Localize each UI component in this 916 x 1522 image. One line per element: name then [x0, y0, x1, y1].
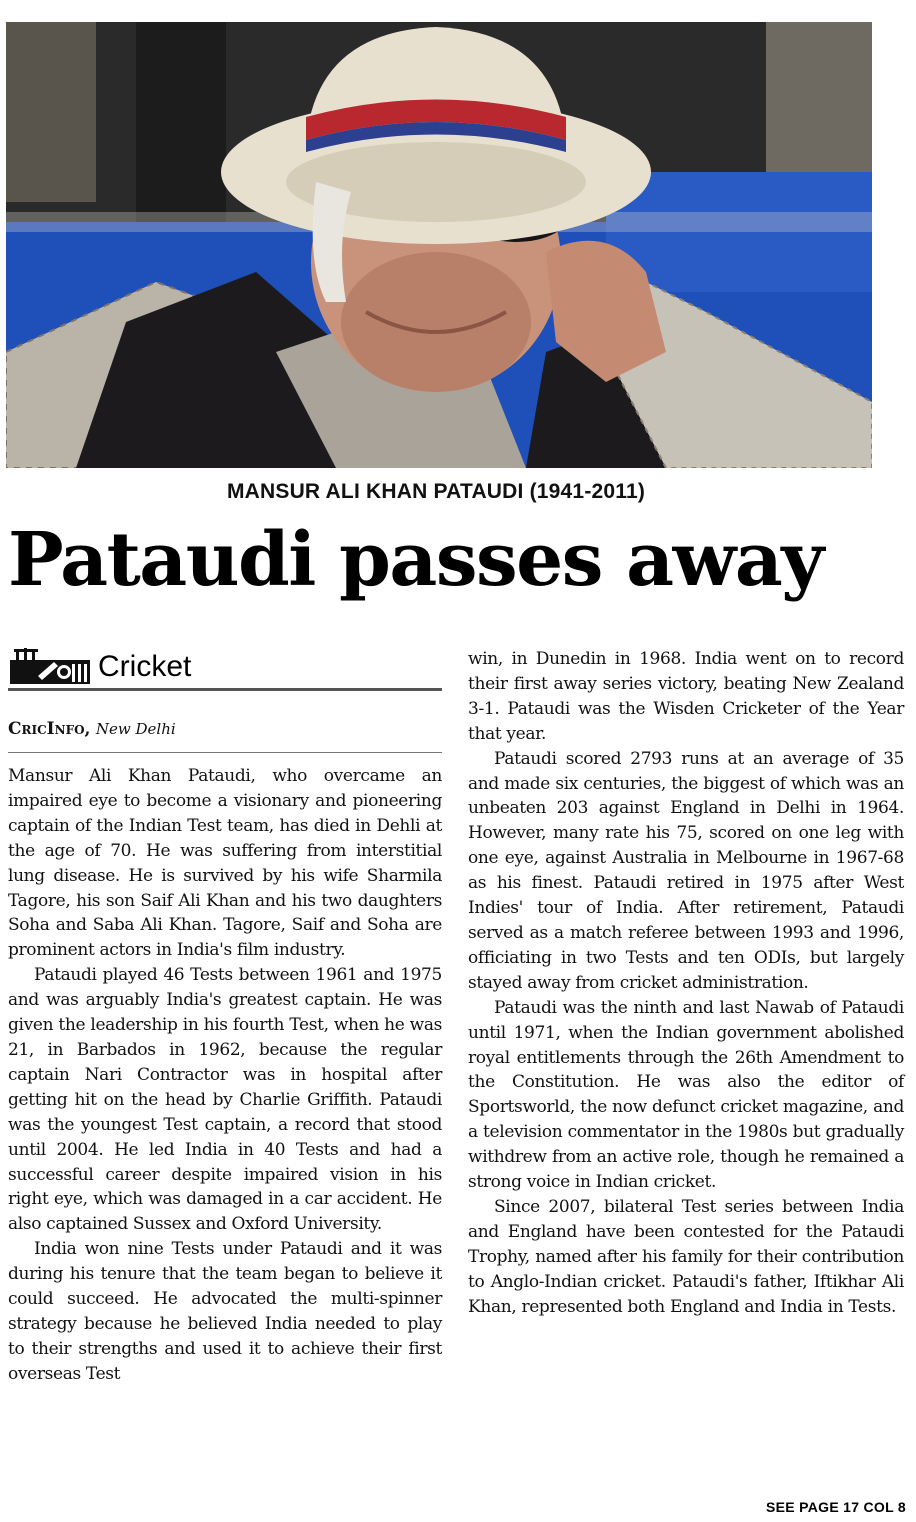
- article-paragraph: India won nine Tests under Pataudi and it was during his tenure that the team began to believe it could succeed. He advocated the multi-spinner strategy because he believed India needed to play to their strengths and used it to achieve their first overseas Test: [8, 1239, 442, 1384]
- byline-divider: [8, 752, 442, 753]
- photo-caption: MANSUR ALI KHAN PATAUDI (1941-2011): [226, 480, 646, 503]
- portrait-photo: [6, 22, 872, 468]
- section-divider: [8, 688, 442, 691]
- continuation-jump[interactable]: SEE PAGE 17 COL 8: [766, 1499, 906, 1515]
- headline: Pataudi passes away: [8, 517, 823, 603]
- article-column-right: [468, 647, 904, 1319]
- section-label: Cricket: [98, 650, 192, 683]
- article-paragraph: Pataudi scored 2793 runs at an average of 35 and made six centuries, the biggest of which was an unbeaten 203 against England in Delhi in 1964. However, many rate his 75, scored on one leg with one eye, against Australia in Melbourne in 1967-68 as his finest. Pataudi retired in 1975 after West Indies' tour of India. After retirement, Pataudi served as a match referee between 1993 and 1996, officiating in two Tests and ten ODIs, but largely stayed away from cricket administration.: [468, 748, 904, 993]
- article-paragraph: Since 2007, bilateral Test series between India and England have been contested for the Pataudi Trophy, named after his family for their contribution to Anglo-Indian cricket. Pataudi's father, Iftikhar Ali Khan, represented both England and India in Tests.: [468, 1196, 904, 1317]
- article-paragraph: Pataudi was the ninth and last Nawab of Pataudi until 1971, when the Indian government abolished royal entitlements through the 26th Amendment to the Constitution. He was also the editor of Sportsworld, the now defunct cricket magazine, and a television commentator in the 1980s but gradually withdrew from an active role, though he remained a strong voice in Indian cricket.: [468, 997, 904, 1193]
- byline: [8, 719, 442, 739]
- article-paragraph: win, in Dunedin in 1968. India went on to record their first away series victory, beating New Zealand 3-1. Pataudi was the Wisden Cricketer of the Year that year.: [468, 649, 904, 744]
- portrait-illustration: [6, 22, 872, 468]
- article-paragraph: Pataudi played 46 Tests between 1961 and 1975 and was arguably India's greatest captain. He was given the leadership in his fourth Test, when he was 21, in Barbados in 1962, because the regular captain Nari Contractor was in hospital after getting hit on the head by Charlie Griffith. Pataudi was the youngest Test captain, a record that stood until 2004. He led India in 40 Tests and had a successful career despite impaired vision in his right eye, which was damaged in a car accident. He also captained Sussex and Oxford University.: [8, 965, 442, 1235]
- article-column-left: [8, 764, 442, 1387]
- article-paragraph: Mansur Ali Khan Pataudi, who overcame an impaired eye to become a visionary and pioneering captain of the Indian Test team, has died in Dehli at the age of 70. He was suffering from interstitial lung disease. He is survived by his wife Sharmila Tagore, his son Saif Ali Khan and his two daughters Soha and Saba Ali Khan. Tagore, Saif and Soha are prominent actors in India's film industry.: [8, 766, 442, 961]
- cricket-logo-icon: [8, 646, 92, 686]
- section-tag: [8, 644, 442, 690]
- byline-place: New Delhi: [95, 720, 176, 738]
- byline-agency: CricInfo,: [8, 719, 91, 739]
